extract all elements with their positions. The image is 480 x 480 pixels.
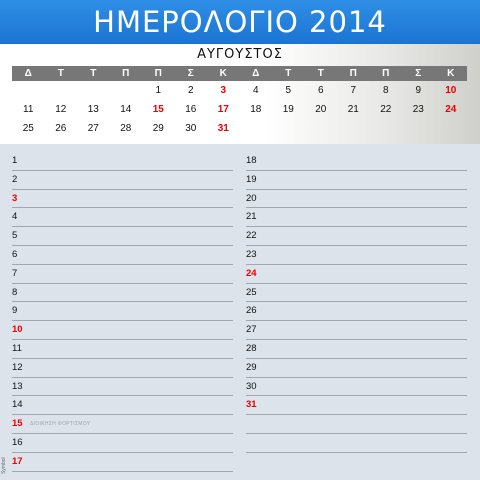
note-line[interactable] — [246, 246, 467, 265]
note-line[interactable] — [246, 321, 467, 340]
note-line[interactable] — [246, 152, 467, 171]
weekday-label: Π — [349, 68, 357, 79]
note-line[interactable] — [246, 396, 467, 415]
calendar-day[interactable] — [305, 121, 338, 137]
note-line[interactable] — [246, 284, 467, 303]
note-line[interactable] — [246, 340, 467, 359]
calendar-day[interactable]: 29 — [152, 123, 164, 134]
calendar-day[interactable]: 5 — [285, 85, 292, 96]
weekday-label: Π — [382, 68, 390, 79]
note-day-number: 1 — [12, 155, 18, 166]
note-day-number: 4 — [12, 211, 18, 223]
calendar-day[interactable]: 31 — [217, 123, 229, 134]
weekday-label: Κ — [447, 68, 455, 79]
note-day-number: 10 — [12, 324, 23, 336]
weekday-label: Κ — [219, 68, 227, 79]
calendar-day[interactable] — [45, 83, 78, 99]
weekday-label: Σ — [415, 68, 422, 79]
calendar-day[interactable]: 10 — [445, 85, 457, 96]
note-day-number: 23 — [246, 248, 257, 260]
note-line[interactable] — [12, 208, 233, 227]
note-day-number: 14 — [12, 399, 23, 411]
note-line[interactable] — [12, 265, 233, 284]
note-line[interactable] — [12, 415, 233, 434]
note-day-number: 27 — [246, 324, 257, 336]
calendar-day[interactable] — [337, 121, 370, 137]
note-day-number: 20 — [246, 192, 257, 204]
calendar-day[interactable]: 27 — [87, 123, 99, 134]
calendar-day[interactable]: 30 — [185, 123, 197, 134]
note-day-number: 15 — [12, 418, 23, 430]
note-line[interactable] — [12, 246, 233, 265]
note-line[interactable] — [12, 434, 233, 453]
calendar-day[interactable]: 28 — [120, 123, 132, 134]
note-day-number: 2 — [12, 173, 18, 185]
notes-area — [0, 144, 480, 480]
calendar-day[interactable] — [77, 83, 110, 99]
note-line[interactable] — [12, 284, 233, 303]
note-day-number: 22 — [246, 230, 257, 242]
calendar-day[interactable]: 14 — [120, 104, 132, 115]
calendar-day[interactable]: 23 — [412, 104, 424, 115]
calendar-day[interactable]: 20 — [315, 104, 327, 115]
note-day-number: 9 — [12, 305, 18, 317]
calendar-day[interactable]: 2 — [187, 85, 194, 96]
calendar-day[interactable] — [110, 83, 143, 99]
calendar-day[interactable] — [12, 83, 45, 99]
notes-column-left — [12, 152, 233, 472]
weekday-label: Τ — [57, 68, 64, 79]
calendar-day[interactable]: 3 — [220, 85, 227, 96]
note-line[interactable] — [12, 378, 233, 397]
weekday-label: Σ — [187, 68, 194, 79]
note-line[interactable] — [12, 152, 233, 171]
note-line[interactable] — [12, 190, 233, 209]
note-line[interactable] — [12, 321, 233, 340]
watermark-text: ΔΙΟΙΚΗΣΗ ΦΟΡΤΙΣΜΟΥ — [30, 421, 91, 428]
calendar-week-row — [12, 102, 467, 118]
weekday-label: Τ — [317, 68, 324, 79]
note-line[interactable] — [246, 190, 467, 209]
calendar-day[interactable] — [402, 121, 435, 137]
calendar-day[interactable]: 12 — [55, 104, 67, 115]
month-title: ΑΥΓΟΥΣΤΟΣ — [197, 47, 283, 62]
calendar-day[interactable]: 22 — [380, 104, 392, 115]
note-day-number: 7 — [12, 267, 18, 279]
note-day-number: 29 — [246, 361, 257, 373]
note-line[interactable] — [12, 359, 233, 378]
note-day-number: 13 — [12, 380, 23, 392]
note-day-number: 24 — [246, 267, 257, 279]
calendar-day[interactable]: 16 — [185, 104, 197, 115]
note-day-number: 25 — [246, 286, 257, 298]
calendar-week-row — [12, 121, 467, 137]
note-line[interactable] — [12, 340, 233, 359]
note-day-number: 28 — [246, 342, 257, 354]
calendar-day[interactable]: 24 — [445, 104, 457, 115]
note-day-number: 26 — [246, 305, 257, 317]
note-day-number: 30 — [246, 380, 257, 392]
note-line[interactable] — [246, 302, 467, 321]
note-line[interactable] — [12, 171, 233, 190]
calendar-day[interactable]: 15 — [152, 104, 164, 115]
note-line[interactable] — [246, 208, 467, 227]
calendar-day[interactable]: 21 — [347, 104, 359, 115]
note-line[interactable] — [12, 227, 233, 246]
note-line[interactable] — [246, 434, 467, 453]
calendar-day[interactable]: 26 — [55, 123, 67, 134]
page-title: ΗΜΕΡΟΛΟΓΙΟ 2014 — [0, 0, 480, 44]
weekday-label: Π — [122, 68, 130, 79]
note-line[interactable] — [246, 171, 467, 190]
note-line[interactable] — [246, 415, 467, 434]
note-line[interactable] — [246, 359, 467, 378]
calendar-day[interactable]: 13 — [87, 104, 99, 115]
calendar-day[interactable] — [272, 121, 305, 137]
calendar-day[interactable]: 25 — [22, 123, 34, 134]
notes-column-right — [246, 152, 467, 453]
note-day-number: 16 — [12, 436, 23, 448]
note-day-number: 5 — [12, 230, 18, 242]
note-day-number: 19 — [246, 173, 257, 185]
note-day-number: 11 — [12, 342, 22, 354]
note-day-number: 21 — [246, 211, 257, 223]
note-day-number: 31 — [246, 399, 257, 411]
calendar-day[interactable] — [240, 121, 273, 137]
note-day-number: 8 — [12, 286, 18, 298]
calendar-day[interactable]: 1 — [155, 85, 162, 96]
calendar-day[interactable]: 11 — [23, 104, 34, 115]
calendar-day[interactable]: 18 — [250, 104, 262, 115]
note-day-number: 3 — [12, 192, 18, 204]
note-day-number: 6 — [12, 248, 18, 260]
calendar-day[interactable]: 7 — [350, 85, 357, 96]
note-day-number: 18 — [246, 155, 257, 166]
calendar-week-row — [12, 83, 467, 99]
weekday-label: Τ — [285, 68, 292, 79]
calendar-day[interactable]: 19 — [282, 104, 294, 115]
calendar-day[interactable] — [370, 121, 403, 137]
weekday-label: Π — [154, 68, 162, 79]
side-mark: Symbol — [1, 457, 7, 474]
note-day-number: 17 — [12, 455, 23, 467]
calendar-day[interactable]: 17 — [217, 104, 229, 115]
weekday-label: Τ — [90, 68, 97, 79]
calendar-day[interactable]: 4 — [252, 85, 259, 96]
note-line[interactable] — [246, 227, 467, 246]
note-line[interactable] — [12, 302, 233, 321]
calendar-day[interactable]: 6 — [317, 85, 324, 96]
calendar-day[interactable]: 8 — [382, 85, 389, 96]
note-line[interactable] — [246, 265, 467, 284]
note-day-number: 12 — [12, 361, 23, 373]
note-line[interactable] — [12, 453, 233, 472]
note-line[interactable] — [246, 378, 467, 397]
note-line[interactable] — [12, 396, 233, 415]
weekday-label: Δ — [252, 68, 260, 79]
weekday-header — [12, 66, 467, 81]
calendar-day[interactable] — [435, 121, 468, 137]
weekday-label: Δ — [24, 68, 32, 79]
calendar-day[interactable]: 9 — [415, 85, 422, 96]
